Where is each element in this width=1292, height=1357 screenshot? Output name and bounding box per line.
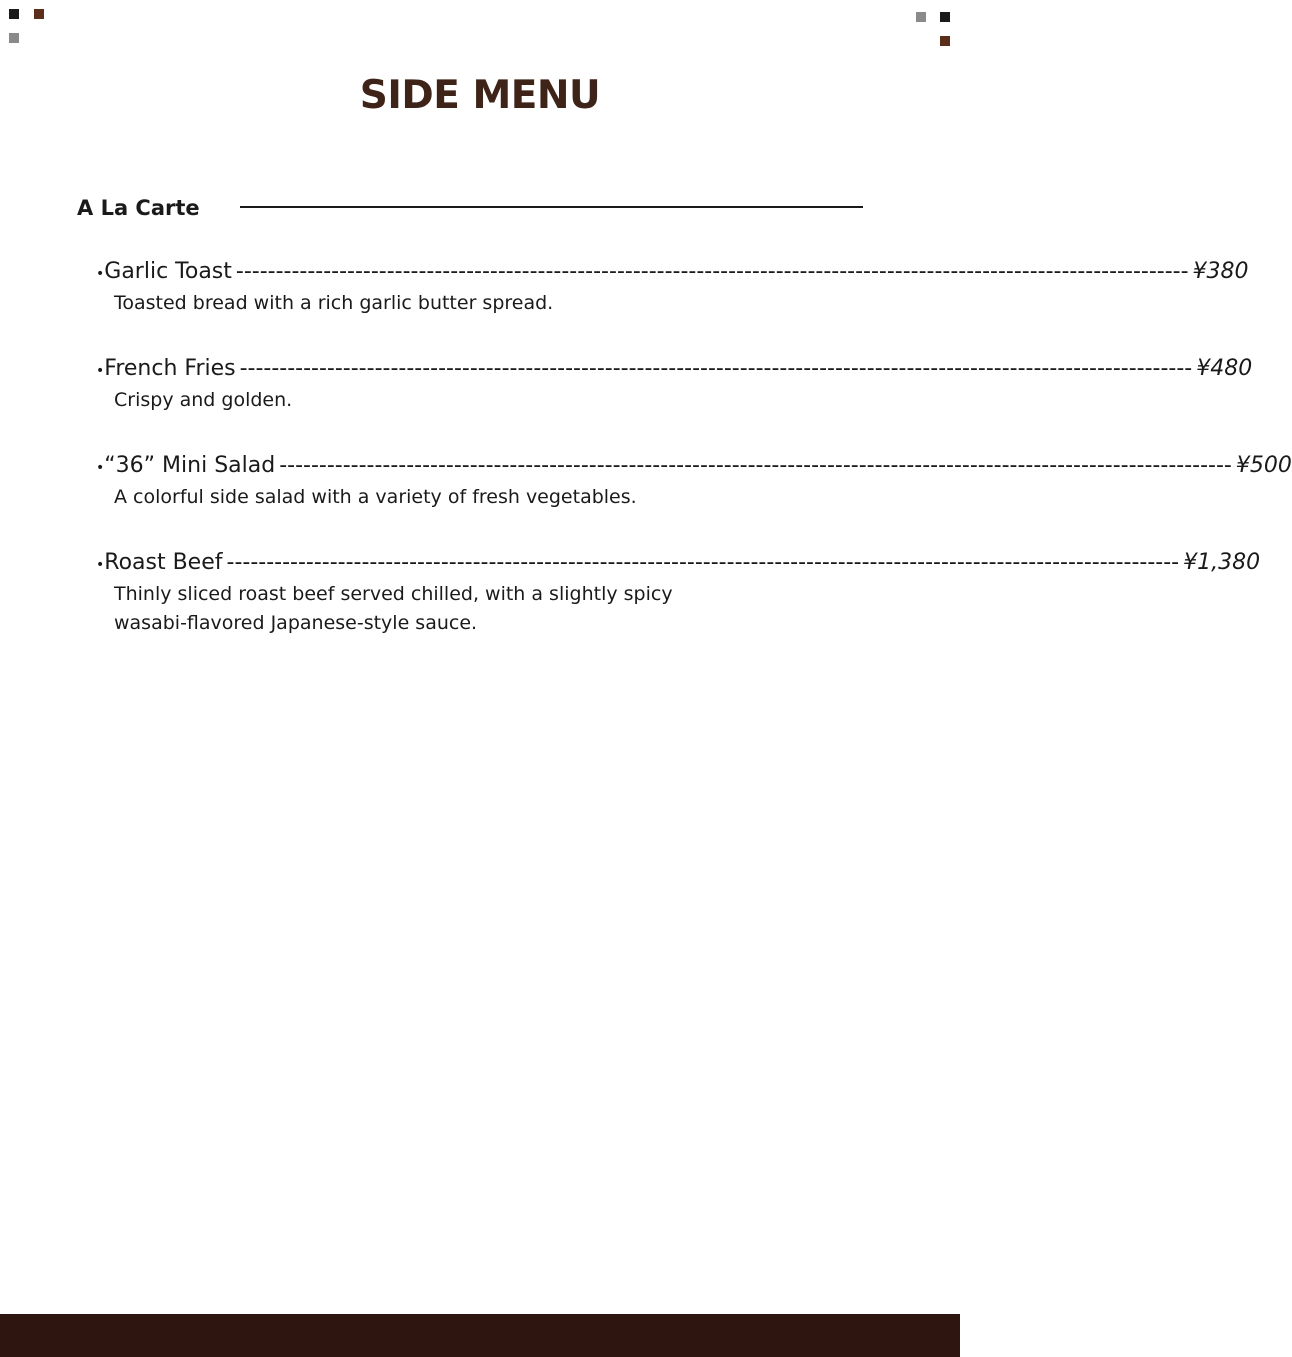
menu-item-price: ¥380 <box>1192 259 1249 284</box>
menu-item-name: French Fries <box>104 356 236 381</box>
corner-square-gray-right <box>916 12 926 22</box>
bullet-icon: • <box>96 557 105 573</box>
menu-item-name: Garlic Toast <box>104 259 232 284</box>
bullet-icon: • <box>96 363 105 379</box>
dotted-leader: ------------------------------------------------------------------------------------------------------------------------ <box>239 356 1193 381</box>
section-header <box>77 193 863 223</box>
section-label: A La Carte <box>77 196 200 220</box>
dotted-leader: ------------------------------------------------------------------------------------------------------------------------ <box>279 453 1232 478</box>
dotted-leader: ------------------------------------------------------------------------------------------------------------------------ <box>226 550 1180 575</box>
menu-item-description: Toasted bread with a rich garlic butter spread. <box>114 292 554 314</box>
corner-square-brown-right <box>940 36 950 46</box>
menu-item-price: ¥480 <box>1196 356 1253 381</box>
corner-square-brown-left <box>34 9 44 19</box>
footer-bar <box>0 1314 960 1357</box>
menu-item-name: Roast Beef <box>104 550 223 575</box>
dotted-leader: ------------------------------------------------------------------------------------------------------------------------ <box>235 259 1189 284</box>
menu-item-line <box>96 449 1292 483</box>
corner-square-dark-left <box>9 9 19 19</box>
menu-item <box>96 449 1292 512</box>
menu-item <box>96 352 1253 415</box>
page-title: SIDE MENU <box>359 73 601 118</box>
menu-item-line <box>96 255 1249 289</box>
corner-square-gray-left <box>9 33 19 43</box>
menu-item-description: Thinly sliced roast beef served chilled, with a slightly spicy wasabi-flavored Japanese-style sauce. <box>114 583 673 634</box>
bullet-icon: • <box>96 460 105 476</box>
menu-item-line <box>96 546 1261 580</box>
menu-item-name: “36” Mini Salad <box>104 453 276 478</box>
menu-item-price: ¥500 <box>1235 453 1292 478</box>
menu-item-list <box>96 255 1292 672</box>
menu-item-description: Crispy and golden. <box>114 389 293 411</box>
section-divider <box>240 206 863 208</box>
menu-item-description: A colorful side salad with a variety of fresh vegetables. <box>114 486 637 508</box>
corner-square-dark-right <box>940 12 950 22</box>
bullet-icon: • <box>96 266 105 282</box>
menu-item-line <box>96 352 1253 386</box>
menu-item-price: ¥1,380 <box>1183 550 1261 575</box>
menu-item <box>96 255 1249 318</box>
menu-item <box>96 546 1261 638</box>
